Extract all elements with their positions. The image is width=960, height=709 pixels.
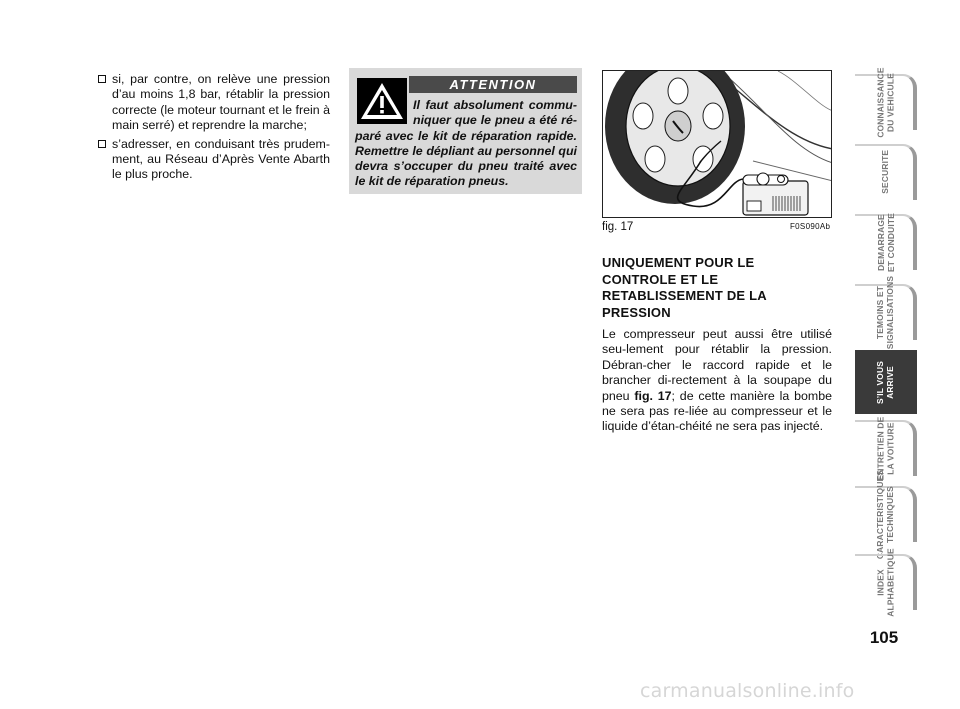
checkbox-bullet-icon [98, 75, 106, 83]
tab-connaissance-du-vehicule[interactable]: CONNAISSANCE DU VEHICULE [855, 70, 917, 134]
bullet-item [98, 72, 330, 134]
page-number: 105 [869, 628, 899, 647]
tab-entretien-de-la-voiture[interactable]: ENTRETIEN DE LA VOITURE [855, 416, 917, 480]
warning-header: ATTENTION [409, 76, 577, 93]
warning-box [349, 68, 582, 194]
left-column [98, 72, 330, 186]
tab-demarrage-et-conduite[interactable]: DEMARRAGE ET CONDUITE [855, 210, 917, 274]
tab-temoins-et-signalisations[interactable]: TEMOINS ET SIGNALISATIONS [855, 280, 917, 344]
bullet-item [98, 137, 330, 183]
section-title: UNIQUEMENT POUR LE CONTROLE ET LE RETABLISSEMENT DE LA PRESSION [602, 255, 767, 320]
section-body: Le compresseur peut aussi être utilisé seu-lement pour rétablir la pression. Débran-cher le raccord rapide et le brancher di-rectement à la soupape du pneu fig. 17; de cette manière la bombe ne sera pas re-liée au compresseur et le liquide d’étan-chéité ne sera pas injecté. [602, 327, 832, 434]
checkbox-bullet-icon [98, 140, 106, 148]
figure-code: F0S090Ab [790, 222, 831, 231]
tire-compressor-illustration [603, 71, 832, 218]
figure-caption: fig. 17 [602, 221, 634, 233]
watermark[interactable]: carmanualsonline.info [640, 680, 855, 702]
figure-tire-compressor [602, 70, 832, 218]
tab-securite[interactable]: SECURITE [855, 140, 917, 204]
tab-index-alphabetique[interactable]: INDEX ALPHABETIQUE [855, 550, 917, 614]
bullet-text: si, par contre, on relève une pression d’au moins 1,8 bar, rétablir la pression correcte (le moteur tournant et le frein à main serré) et reprendre la marche; [112, 72, 330, 133]
figure-reference[interactable]: fig. 17 [634, 388, 672, 403]
warning-text: Il faut absolument commu-niquer que le pneu a été ré-paré avec le kit de réparation rapide. Remettre le dépliant au personnel qui devra s’occuper du pneu traité avec le kit de réparation pneus. [355, 98, 577, 189]
tab-caracteristiques-techniques[interactable]: CARACTERISTIQUES TECHNIQUES [855, 482, 917, 546]
tab-sil-vous-arrive[interactable]: S’IL VOUS ARRIVE [855, 350, 917, 414]
bullet-text: s’adresser, en conduisant très prudem-ment, au Réseau d’Après Vente Abarth le plus proche. [112, 136, 330, 182]
